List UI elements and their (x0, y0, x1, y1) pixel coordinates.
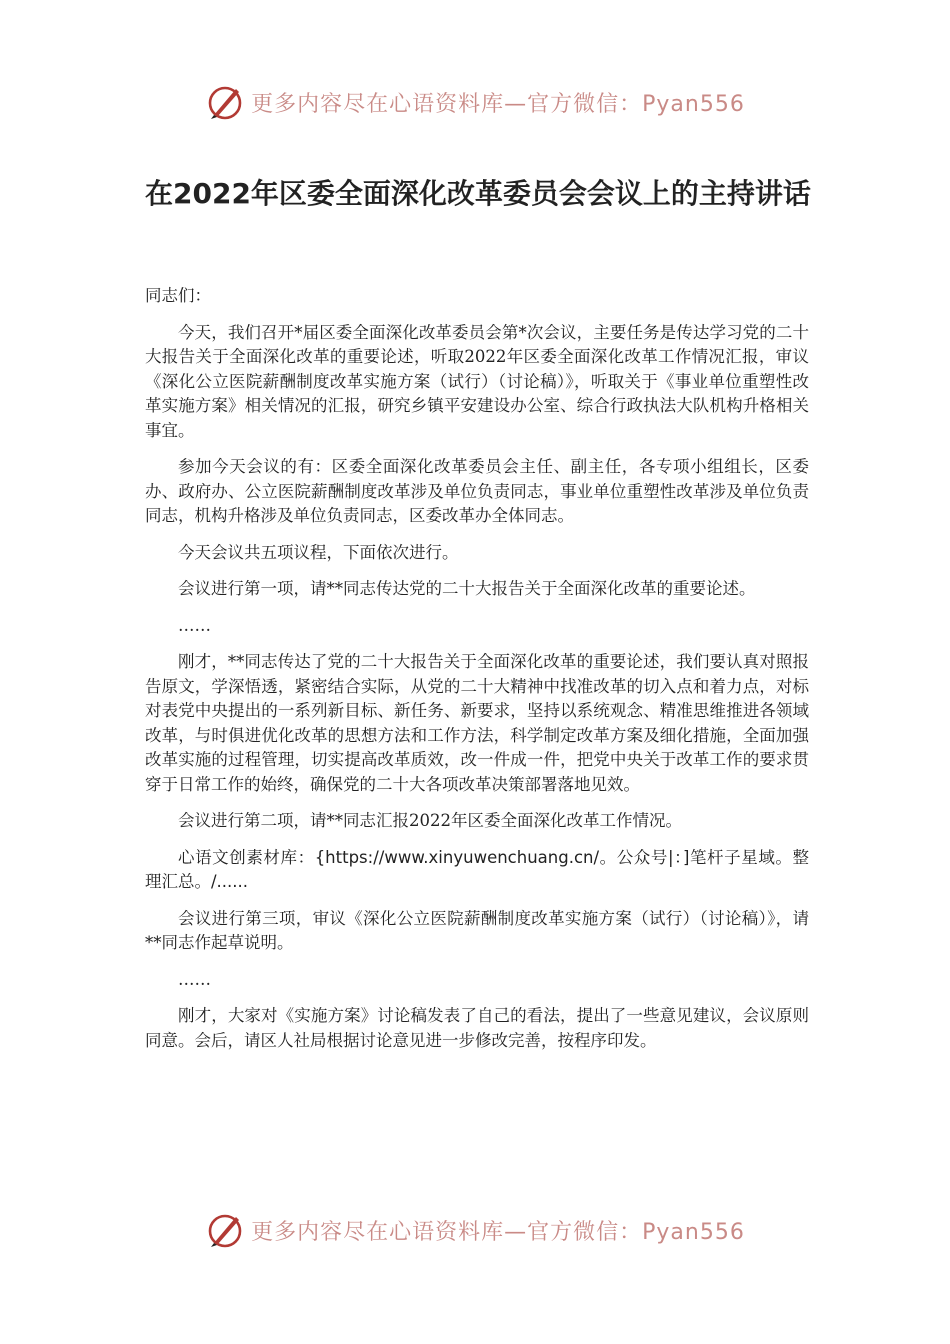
ellipsis: …… (178, 615, 211, 635)
paragraph: 会议进行第一项，请**同志传达党的二十大报告关于全面深化改革的重要论述。 (178, 579, 756, 598)
header-banner (0, 80, 950, 124)
paragraph: 刚才，**同志传达了党的二十大报告关于全面深化改革的重要论述，我们要认真对照报告原文，学深悟透，紧密结合实际，从党的二十大精神中找准改革的切入点和着力点，对标对表党中央提出的一系列新目标、新任务、新要求，坚持以系统观念、精准思维推进各领域改革，与时俱进优化改革的思想方法和工作方法，科学制定改革方案及细化措施，全面加强改革实施的过程管理，切实提高改革质效，改一件成一件，把党中央关于改革工作的要求贯穿于日常工作的始终，确保党的二十大各项改革决策部署落地见效。 (145, 652, 809, 794)
ellipsis: …… (178, 969, 211, 989)
paragraph: 参加今天会议的有：区委全面深化改革委员会主任、副主任，各专项小组组长，区委办、政府办、公立医院薪酬制度改革涉及单位负责同志，事业单位重塑性改革涉及单位负责同志，机构升格涉及单位负责同志，区委改革办全体同志。 (145, 457, 809, 525)
quill-pen-logo-icon (205, 1210, 245, 1250)
banner-text: 更多内容尽在心语资料库—官方微信：Pyan556 (251, 1219, 745, 1245)
quill-pen-logo-icon (205, 82, 245, 122)
document-body (145, 284, 809, 1065)
paragraph: 今天会议共五项议程，下面依次进行。 (178, 542, 459, 562)
paragraph: 会议进行第二项，请**同志汇报2022年区委全面深化改革工作情况。 (178, 811, 682, 830)
banner-text: 更多内容尽在心语资料库—官方微信：Pyan556 (251, 91, 745, 117)
footer-banner (0, 1208, 950, 1252)
document-title: 在2022年区委全面深化改革委员会会议上的主持讲话 (145, 177, 811, 210)
salutation: 同志们： (145, 286, 211, 305)
paragraph: 今天，我们召开*届区委全面深化改革委员会第*次会议，主要任务是传达学习党的二十大报告关于全面深化改革的重要论述，听取2022年区委全面深化改革工作情况汇报，审议《深化公立医院薪酬制度改革实施方案（试行）（讨论稿）》，听取关于《事业单位重塑性改革实施方案》相关情况的汇报，研究乡镇平安建设办公室、综合行政执法大队机构升格相关事宜。 (145, 322, 809, 440)
source-note: 心语文创素材库：{https://www.xinyuwenchuang.cn/。公众号|：]笔杆子星域。整理汇总。/...... (145, 847, 809, 891)
paragraph: 会议进行第三项，审议《深化公立医院薪酬制度改革实施方案（试行）（讨论稿）》，请**同志作起草说明。 (145, 908, 809, 952)
paragraph: 刚才，大家对《实施方案》讨论稿发表了自己的看法，提出了一些意见建议，会议原则同意。会后，请区人社局根据讨论意见进一步修改完善，按程序印发。 (145, 1006, 809, 1050)
